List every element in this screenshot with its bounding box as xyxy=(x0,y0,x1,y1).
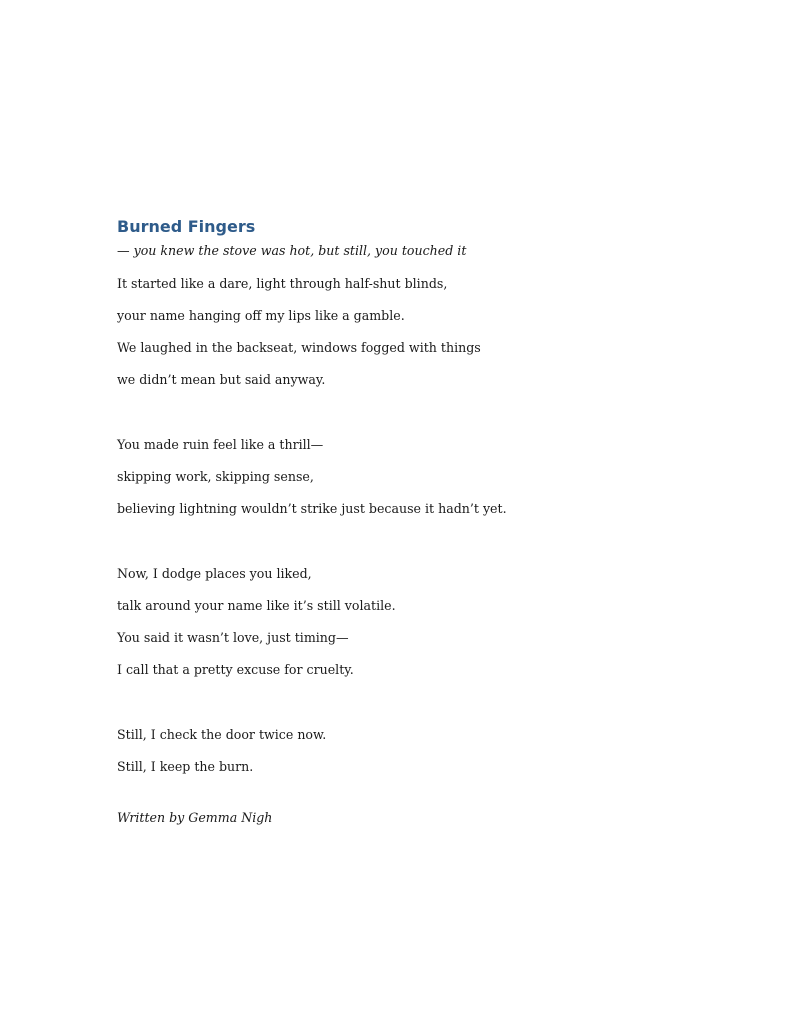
poem-title: Burned Fingers xyxy=(117,217,256,236)
poem-line: You said it wasn’t love, just timing— xyxy=(117,630,349,645)
poem-line: skipping work, skipping sense, xyxy=(117,469,314,484)
author-byline: Written by Gemma Nigh xyxy=(117,810,273,825)
poem-line: We laughed in the backseat, windows fogged with things xyxy=(117,340,481,355)
poem-line: we didn’t mean but said anyway. xyxy=(117,372,326,387)
poem-line: You made ruin feel like a thrill— xyxy=(117,437,324,452)
poem-line: Still, I keep the burn. xyxy=(117,759,254,774)
poem-line: talk around your name like it’s still volatile. xyxy=(117,598,396,613)
poem-line: believing lightning wouldn’t strike just because it hadn’t yet. xyxy=(117,501,507,516)
poem-line: I call that a pretty excuse for cruelty. xyxy=(117,662,354,677)
poem-line: your name hanging off my lips like a gamble. xyxy=(117,308,405,323)
poem-line: Still, I check the door twice now. xyxy=(117,727,327,742)
poem-line: It started like a dare, light through half-shut blinds, xyxy=(117,276,448,291)
poem-subtitle: — you knew the stove was hot, but still, you touched it xyxy=(117,243,467,258)
poem-line: Now, I dodge places you liked, xyxy=(117,566,312,581)
